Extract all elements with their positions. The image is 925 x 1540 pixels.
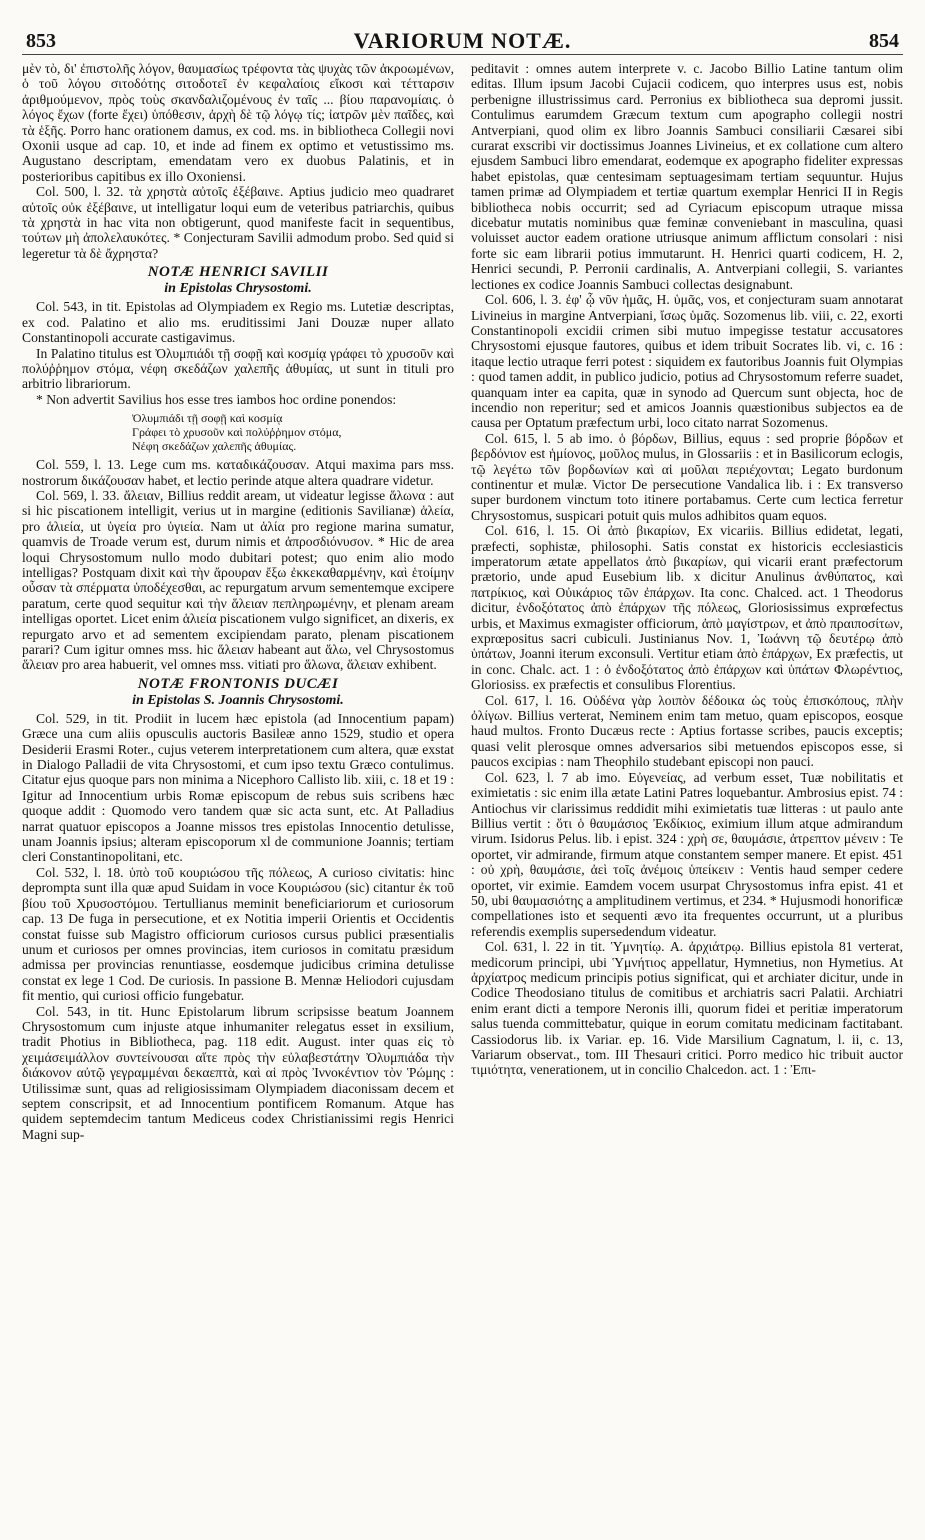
note-paragraph: Col. 616, l. 15. Οἱ ἀπὸ βικαρίων, Ex vicariis. Billius edidetat, legati, præfecti, sophistæ, philosophi. Satis constat ex historicis ecclesiasticis imperatorum ætate appellatos ἀπὸ βικαρίων, qui vicarii erant præfectorum prætorio, unde apud Eusebium lib. x dicitur Anulinus ἀνθύπατος, καὶ πατρίκιος, καὶ Οὐικάριος τῶν ἐπάρχων. Ita conc. Chalced. act. 1 Theodorus dicitur, ἐνδοξότατος ἀπὸ ἐπάρχων τῆς πόλεως, Gloriosissimus exprœfectus urbis, et Maximus exmagister officiorum, ἀπὸ μαγίστρων, et ἀπὸ πραιποσίτων, exprœpositus sacri cubiculi. Justinianus Nov. 1, Ἰωάννη τῷ δευτέρῳ ἀπὸ ὑπάτων, Joanni iterum exconsuli. Vertitur etiam ἀπὸ ἐπάρχων, Ex præfectis, ut in conc. Chalc. act. 1 : ὁ ἐνδοξότατος ἀπὸ ἐπάρχων καὶ ὑπάτων Φλωρέντιος, Gloriosiss. ex præfectis et consulibus Florentius. xyxy=(471,523,903,693)
continued-paragraph: μὲν τὸ, δι' ἐπιστολῆς λόγον, θαυμασίως τρέφοντα τὰς ψυχὰς τῶν ἀκροωμένων, ὁ τοῦ λόγου σιτοδότης σιτοδοτεῖ ἐν κεφαλαίοις εἴκοσι καὶ τέτταρσιν ἀριθμούμενον, πρὸς τοὺς σκανδαλιζομένους ἐν ταῖς ... βίου παρανομίαις. ὁ λόγος ἔχων (forte ἔχει) ὑπόθεσιν, ἀρχὴ δὲ τῷ λόγῳ τίς; ἰατρῶν μὲν παῖδες, καὶ τὰ ἑξῆς. Porro hanc orationem damus, ex cod. ms. in bibliotheca Collegii novi Oxonii usque ad cap. 10, et inde ad finem ex optimo et vetustissimo ms. Augustano descriptam, emendatam vero ex duobus Palatinis, et in posterioribus capitibus ex illo Oxoniensi. xyxy=(22,61,454,184)
note-paragraph: Col. 615, l. 5 ab imo. ὁ βόρδων, Billius, equus : sed proprie βόρδων et βερδόνιον est ἡμίονος, μοῦλος mulus, in Glossariis : et in Basilicorum eclogis, τῷ λεγέτω τῶν βορδωνίων καὶ αἱ μοῦλαι περιέχονται; Legato burdonum continentur et mulæ. Victor De persecutione Vandalica lib. i : Ex transverso super burdonem vinctum toto itinere portabamus. Certe cum lectica ferretur Chrysostomus, suspicari potuit quis mulos adhibitos quam equos. xyxy=(471,430,903,523)
note-paragraph: In Palatino titulus est Ὀλυμπιάδι τῇ σοφῇ καὶ κοσμίᾳ γράφει τὸ χρυσοῦν καὶ πολύῤῥημον στόμα, νέφη σκεδάζων χαλεπῆς ἀθυμίας, ut sunt in tituli pro arbitrio librariorum. xyxy=(22,345,454,392)
note-paragraph: Col. 543, in tit. Hunc Epistolarum librum scripsisse beatum Joannem Chrysostomum cum injuste atque inhumaniter relegatus esset in exsilium, tradit Photius in Bibliotheca, pag. 118 edit. August. inter quas εἰς τὸ χειμάσειμάλλον συντείνουσαι αἵτε πρὸς τὴν εὐλαβεστάτην Ὀλυμπιάδα τὴν διάκονον αὐτῷ γεγραμμέναι δεκαεπτὰ, καὶ αἱ πρὸς Ἰννοκέντιον τὸν Ῥώμης : Utilissimæ sunt, quas ad religiosissimam Olympiadem diaconissam decem et septem conscripsit, et ad Innocentium pontificem Romanum. Atque has quidem septemdecim tantum Mediceus codex Christianissimi regis Henrici Magni sup- xyxy=(22,1003,454,1142)
note-paragraph: Col. 631, l. 22 in tit. Ὑμνητίῳ. A. ἀρχιάτρῳ. Billius epistola 81 verterat, medicorum principi, ubi Ὑμνήτιος appellatur, Hymnetius, non Hymetius. At ἀρχίατρος medicum principis potius significat, qui et archiater dicitur, unde in Codice Theodosiano titulus de comitibus et archiatris sacri Palatii. Archiatri enim erant dicti a tempore Neronis illi, quorum fidei et peritiæ imperatorum salus tuenda committebatur, quique in eorum comitatu medicinam factitabant. Cassiodorus lib. ix Variar. ep. 16. Vide Marsilium Cagnatum, l. ii, c. 13, Variarum observat., tom. III Thesauri critici. Porro medico hic tribuit auctor τιμιότητα, venerationem, ut in concilio Chalcedon. act. 1 : Ἐπι- xyxy=(471,939,903,1078)
running-title: VARIORUM NOTÆ. xyxy=(353,28,572,53)
verse-line: Νέφη σκεδάζων χαλεπῆς ἀθυμίας. xyxy=(132,439,297,454)
verse-block xyxy=(132,411,454,453)
section-heading: NOTÆ FRONTONIS DUCÆI xyxy=(137,675,339,692)
verse-line: Ὀλυμπιάδι τῇ σοφῇ καὶ κοσμίᾳ xyxy=(132,411,283,426)
verse-line: Γράφει τὸ χρυσοῦν καὶ πολύῤῥημον στόμα, xyxy=(132,425,342,440)
note-paragraph: Col. 606, l. 3. ἐφ' ᾧ νῦν ἡμᾶς, H. ὑμᾶς, vos, et conjecturam suam annotarat Livineius in margine Antverpiani, ἴσως ὑμᾶς. Sozomenus lib. viii, c. 22, exorti Constantinopoli excidii crimen sibi mutuo impegisse testatur accusatores Chrysostomi ejusque fautores, quibus et idem tribuit Socrates lib. vi, c. 16 : itaque lectio utraque ferri potest : siquidem ex fautoribus Joannis fuit Olympias : quod tamen addit, in publico judicio, potius ad Chrysostomum referre suadet, quanquam inter ea capita, quæ in synodo ad Quercum sunt objecta, hoc de incendio non reperitur; sed et amicos Joannis quæstionibus subjectos ea de causa per Optatum præfectum urbi, loco citato narrat Sozomenus. xyxy=(471,292,903,431)
note-paragraph: Col. 623, l. 7 ab imo. Εὐγενείας, ad verbum esset, Tuæ nobilitatis et eximietatis : sic enim illa ætate Latini Patres loquebantur. Ambrosius epist. 74 : Antiochus vir clarissimus reddidit mihi eximietatis tuæ litteras : ut paulo ante Billius vertit : ὅτι ὁ θαυμάσιος Ἐκδίκιος, eximium illum atque admirandum virum. Isidorus Pelus. lib. i epist. 324 : χρὴ σε, θαυμάσιε, ἀτρεπτον μένειν : Te oportet, vir admirande, firmum atque constantem semper manere. Et epist. 451 : οὐ χρὴ, θαυμάσιε, ἀεὶ τοῖς ἀνέμοις ὑπείκειν : Ventis haud semper cedere oportet, vir eximie. Eamdem vocem usurpat Chrysostomus infra epist. 41 et 50, ubi θαυμασιότης a amplitudinem vertimus, et 234. * Hujusmodi honorificæ compellationes isto et sequenti ævo ita frequentes occurrunt, ut a pluribus referendis exemplis supersedendum videatur. xyxy=(471,769,903,939)
note-paragraph: Col. 529, in tit. Prodiit in lucem hæc epistola (ad Innocentium papam) Græce una cum aliis opusculis auctoris Basileæ anno 1529, studio et opera Desiderii Erasmi Roter., cujus veterem interpretationem cum altera, quæ exstat in Dialogo Palladii de vita Chrysostomi, et cum ipso textu Græco contulimus. Citatur ejus quoque pars non minima a Nicephoro Callisto lib. xiii, c. 18 et 19 : Igitur ad Innocentium urbis Romæ episcopum de rebus suis scribens hæc quoque addit : Quomodo vero tandem quæ sic acta sunt, etc. At Palladius narrat quatuor episcopos a Joanne missos tres epistolas Innocentio detulisse, unam Joannis ipsius; alteram episcoporum xl de communione Joannis; tertiam cleri Constantinopolitani, etc. xyxy=(22,710,454,865)
section-subheading: in Epistolas Chrysostomi. xyxy=(164,281,312,297)
continued-paragraph: peditavit : omnes autem interprete v. c. Jacobo Billio Latine tantum olim editas. Illum ipsum Jacobi Cujacii codicem, quo interpres usus est, nobis perbenigne illustrissimus card. Perronius ex bibliotheca sua depromi jussit. Contulimus earumdem Græcum textum cum apographo collegii nostri Antverpiani, quod olim ex libro Joannis Sambuci consiliarii Cæsarei sibi curarat exscribi vir doctissimus Joannes Livineius, et ex collatione cum altero ejusdem Sambuci libro emendarat, eodemque ex apographo fideliter expressas habet epistolas, quæ centesimam septuagesimam tertiam sequuntur. Hujus tamen primæ ad Olympiadem et tertiæ quartum exemplar Henrici II in Regis bibliotheca nobis occurrit; sed ad Cyriacum episcopum utraque missa dicebatur mutatis nominibus quæ feminæ conveniebant in masculina, quasi voluisset auctor eadem oratione utriusque animum afflictum consolari : nisi forte sic eam librarii potius immutarunt. H. Henrici quarti codicem, H. 2, Henrici secundi, P. Perronii cardinalis, A. Antverpiani collegii, S. variantes lectiones ex codice Joannis Sambuci collectas designabunt. xyxy=(471,61,903,292)
note-paragraph: Col. 559, l. 13. Lege cum ms. καταδικάζουσαν. Atqui maxima pars mss. nostrorum δικάζουσαν habet, et lectio perinde atque altera quadrare videtur. xyxy=(22,457,454,488)
note-paragraph: Col. 617, l. 16. Οὐδένα γὰρ λοιπὸν δέδοικα ὡς τοὺς ἐπισκόπους, πλὴν ὀλίγων. Billius verterat, Neminem enim tam metuo, quam episcopos, eosque haud multos. Fronto Ducæus recte : Aptius fortasse scribes, paucis exceptis; quasi velit plerosque omnes adversarios sibi metuendos episcopos esse, si paucos excipias : nam Theophilo studebant episcopi non pauci. xyxy=(471,692,903,770)
note-paragraph: Col. 543, in tit. Epistolas ad Olympiadem ex Regio ms. Lutetiæ descriptas, ex cod. Palatino et alio ms. eruditissimi Jani Douzæ nuper allato Constantinopoli accurate castigavimus. xyxy=(22,299,454,346)
right-column xyxy=(471,61,903,1531)
note-paragraph: Col. 569, l. 33. ἄλειαν, Billius reddit aream, ut videatur legisse ἅλωνα : aut si hic piscationem intelligit, verius ut in margine (editionis Savilianæ) ἁλεία, pro ἁλιεία, ut ὑγεία pro ὑγιεία. Nam ut ἁλία pro regione marina sumatur, quamvis de Troade verum est, durum nimis et ἀπροσδιόνυσον. * Hic de area loqui Chrysostomum nullo modo dubitari potest; quo enim alio modo intelligas? Postquam dixit καὶ τὴν ἄρουραν ἔξω ἐκκεκαθαρμένην, καὶ ἑτοίμην οὖσαν τὰ σπέρματα ὑποδέχεσθαι, ac repurgatum arvum sementemque excipere paratum, certe quod sequitur καὶ τὴν ἅλειαν πεπληρωμένην, et plenam aream intelligas oportet. Licet enim ἁλιεία piscationem vulgo significet, an dixeris, ex repurgato arvo et ad sementem excipiendam parato, plenam piscationem parari? Cum igitur omnes mss. hic ἅλειαν habeant aut ἅλω, vel Chrysostomus ἅλειαν pro area habuerit, vel omnes mss. vitiati pro ἅλωνα, ἅλειαν exhibent. xyxy=(22,487,454,673)
running-header xyxy=(22,20,903,55)
left-page-number: 853 xyxy=(26,30,56,52)
text-columns xyxy=(22,61,903,1531)
right-page-number: 854 xyxy=(869,30,899,52)
section-heading: NOTÆ HENRICI SAVILII xyxy=(147,264,329,281)
section-subheading: in Epistolas S. Joannis Chrysostomi. xyxy=(132,692,344,708)
note-paragraph: Col. 532, l. 18. ὑπὸ τοῦ κουριώσου τῆς πόλεως, A curioso civitatis: hinc deprompta sunt illa quæ apud Suidam in voce Κουριώσου (sic) citantur ἐκ τοῦ βίου τοῦ Χρυσοστόμου. Tertullianus meminit beneficiariorum et curiosorum cap. 13 De fuga in persecutione, et ex Notitia imperii Orientis et Occidentis constat fuisse sub Magistro officiorum curiosos cursus publici præsentialis unum et curiosos per omnes provincias, item curiosos in comitatu præsidum admissa per provincias renuntiasse, eosdemque judicibus crimina detulisse constat ex lege 1 Cod. De curiosis. In passione B. Mennæ Heliodori cujusdam fit mentio, qui curiosi officio fungebatur. xyxy=(22,864,454,1004)
left-column xyxy=(22,61,454,1531)
note-paragraph: Col. 500, l. 32. τὰ χρηστὰ αὐτοῖς ἐξέβαινε. Aptius judicio meo quadraret αὐτοῖς οὐκ ἐξέβαινε, ut intelligatur loqui eum de veteribus patriarchis, quibus τὰ χρηστὰ in hac vita non obtigerunt, quod manifeste facit in sequentibus, τούτων μὴ ἀπολελαυκότες. * Conjecturam Savilii admodum probo. Sed quid si legeretur τὰ δὲ ἄχρηστα? xyxy=(22,184,454,261)
note-paragraph: * Non advertit Savilius hos esse tres iambos hoc ordine ponendos: xyxy=(36,391,397,407)
